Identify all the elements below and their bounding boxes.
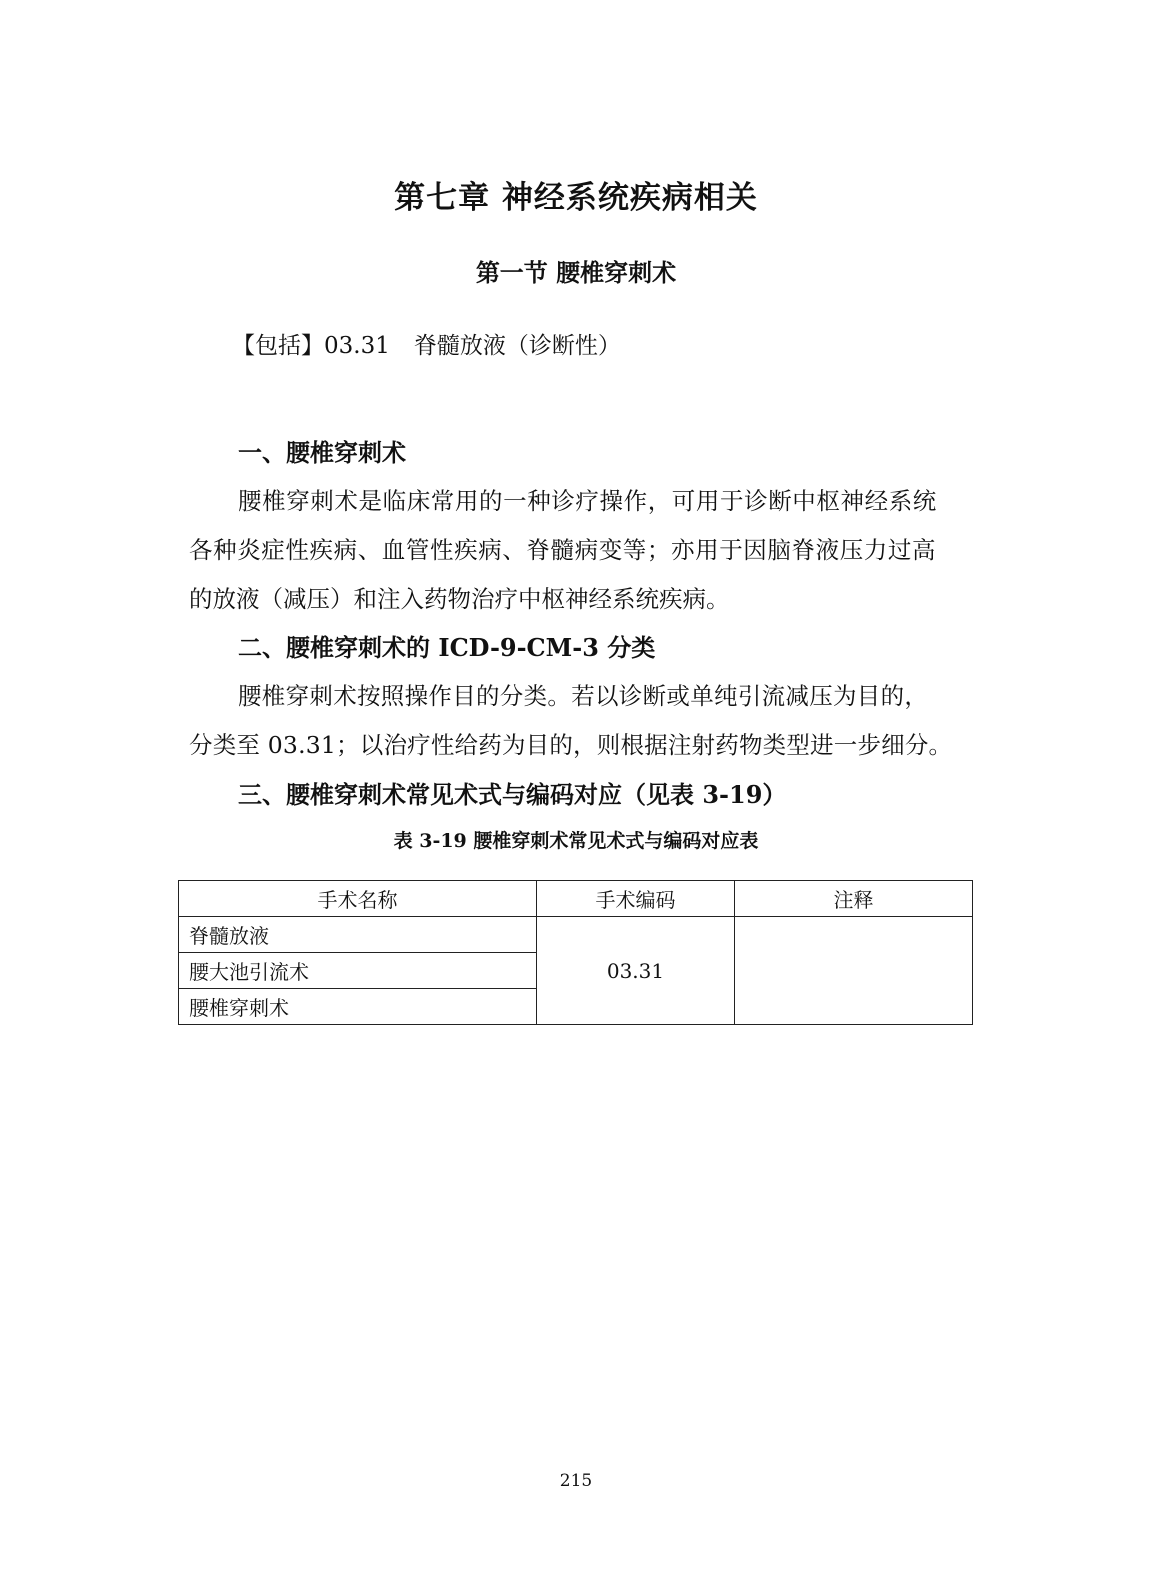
paragraph-1-line-1: 腰椎穿刺术是临床常用的一种诊疗操作，可用于诊断中枢神经系统 [238,487,937,515]
procedure-code-cell: 03.31 [536,917,734,1025]
procedure-code-table [178,880,973,1025]
chapter-title: 第七章 神经系统疾病相关 [394,180,758,216]
include-code: 03.31 [324,333,390,359]
header-procedure-code: 手术编码 [536,881,734,917]
note-cell [735,917,973,1025]
paragraph-2-line-1: 腰椎穿刺术按照操作目的分类。若以诊断或单纯引流减压为目的， [238,682,929,710]
header-procedure-name: 手术名称 [179,881,537,917]
paragraph-1-line-2: 各种炎症性疾病、血管性疾病、脊髓病变等；亦用于因脑脊液压力过高 [189,536,937,564]
include-label: 【包括】 [232,333,324,359]
include-text: 脊髓放液（诊断性） [413,333,621,359]
heading-lumbar-puncture: 一、腰椎穿刺术 [238,438,406,467]
procedure-name-cell: 脊髓放液 [179,917,537,953]
section-title: 第一节 腰椎穿刺术 [475,258,677,287]
procedure-name-cell: 腰大池引流术 [179,953,537,989]
paragraph-1-line-3: 的放液（减压）和注入药物治疗中枢神经系统疾病。 [189,585,730,613]
table-header-row [179,881,973,917]
heading-icd-classification: 二、腰椎穿刺术的 ICD-9-CM-3 分类 [238,633,656,662]
table-row [179,917,973,953]
heading-code-mapping: 三、腰椎穿刺术常见术式与编码对应（见表 3-19） [238,780,787,809]
include-line [232,327,621,360]
header-note: 注释 [735,881,973,917]
table-caption: 表 3-19 腰椎穿刺术常见术式与编码对应表 [393,830,759,852]
procedure-name-cell: 腰椎穿刺术 [179,989,537,1025]
page-number: 215 [559,1471,593,1491]
paragraph-2-line-2: 分类至 03.31；以治疗性给药为目的，则根据注射药物类型进一步细分。 [189,731,953,759]
